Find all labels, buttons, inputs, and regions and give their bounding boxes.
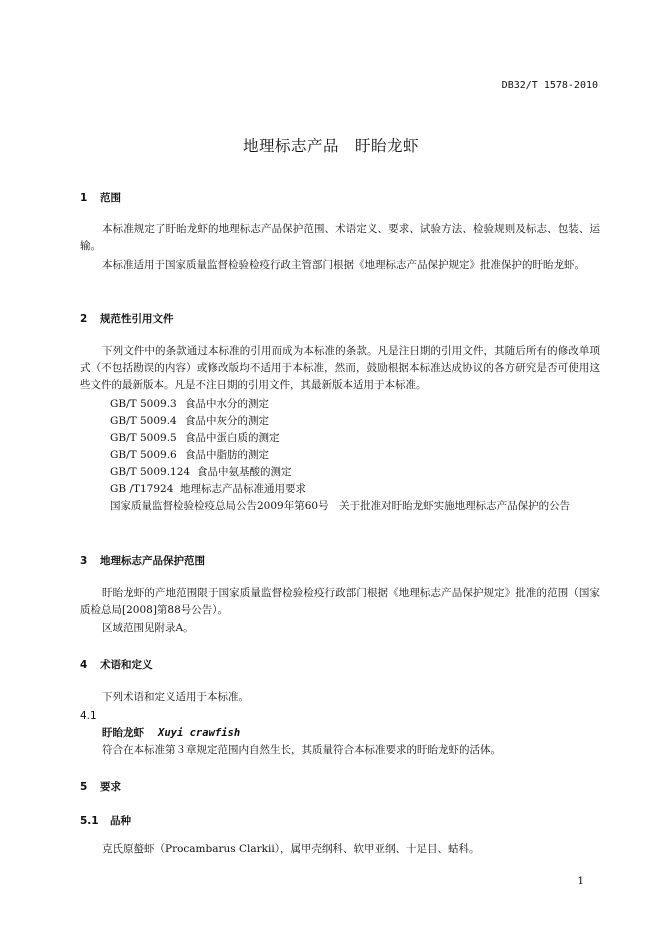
section-2-title: 规范性引用文件 (100, 313, 174, 325)
reference-item (110, 430, 280, 445)
reference-code: GB /T17924 (110, 483, 174, 495)
reference-code: GB/T 5009.4 (110, 415, 177, 427)
section-3-paragraph-2: 区域范围见附录A。 (102, 622, 194, 634)
reference-code: GB/T 5009.3 (110, 398, 177, 410)
section-5-number: 5 (80, 781, 88, 793)
section-3-title: 地理标志产品保护范围 (100, 555, 205, 567)
section-4-paragraph-1: 下列术语和定义适用于本标准。 (102, 691, 249, 703)
reference-title: 食品中脂肪的测定 (185, 449, 269, 461)
reference-item (110, 481, 306, 496)
section-2-heading (80, 311, 174, 326)
standard-code: DB32/T 1578-2010 (501, 80, 598, 91)
reference-item (110, 464, 292, 479)
document-title: 地理标志产品 盱眙龙虾 (242, 137, 419, 155)
subsection-4-1-number: 4.1 (80, 710, 97, 722)
section-3-heading (80, 553, 205, 568)
reference-code: GB/T 5009.6 (110, 449, 177, 461)
term-chinese: 盱眙龙虾 (102, 727, 144, 739)
announcement-reference: 国家质量监督检验检疫总局公告2009年第60号 关于批准对盱眙龙虾实施地理标志产品保护的公告 (110, 500, 571, 512)
section-1-number: 1 (80, 192, 88, 204)
section-1-heading (80, 190, 121, 205)
subsection-5-1-number: 5.1 (80, 815, 99, 827)
reference-title: 食品中灰分的测定 (185, 415, 269, 427)
reference-item (110, 413, 269, 428)
section-2-paragraph-1: 下列文件中的条款通过本标准的引用而成为本标准的条款。凡是注日期的引用文件，其随后所有的修改单项式（不包括勘误的内容）或修改版均不适用于本标准，然而，鼓励根据本标准达成协议的各方研究是否可使用这些文件的最新版本。凡是不注日期的引用文件，其最新版本适用于本标准。 (80, 345, 600, 391)
subsection-5-1-heading (80, 813, 131, 828)
section-5-title: 要求 (100, 781, 121, 793)
reference-title: 食品中水分的测定 (185, 398, 269, 410)
section-3-number: 3 (80, 555, 88, 567)
subsection-5-1-title: 品种 (110, 815, 131, 827)
section-2-number: 2 (80, 313, 88, 325)
section-5-1-paragraph: 克氏原螯虾（Procambarus Clarkii），属甲壳纲科、软甲亚纲、十足目、蛄科。 (102, 843, 480, 855)
section-1-paragraph-2: 本标准适用于国家质量监督检验检疫行政主管部门根据《地理标志产品保护规定》批准保护的盱眙龙虾。 (102, 259, 585, 271)
reference-item (110, 396, 269, 411)
page-number: 1 (577, 875, 584, 887)
term-entry (102, 725, 240, 742)
section-4-number: 4 (80, 659, 88, 671)
section-4-title: 术语和定义 (100, 659, 153, 671)
reference-code: GB/T 5009.5 (110, 432, 177, 444)
reference-title: 食品中氨基酸的测定 (197, 466, 292, 478)
reference-title: 地理标志产品标准通用要求 (180, 483, 306, 495)
section-5-heading (80, 779, 121, 794)
section-1-title: 范围 (100, 192, 121, 204)
term-definition: 符合在本标准第３章规定范围内自然生长，其质量符合本标准要求的盱眙龙虾的活体。 (102, 744, 501, 756)
reference-item (110, 447, 269, 462)
section-4-heading (80, 657, 153, 672)
reference-code: GB/T 5009.124 (110, 466, 191, 478)
reference-title: 食品中蛋白质的测定 (185, 432, 280, 444)
section-3-paragraph-1: 盱眙龙虾的产地范围限于国家质量监督检验检疫行政部门根据《地理标志产品保护规定》批准的范围（国家质检总局[2008]第88号公告）。 (80, 587, 600, 616)
term-english: Xuyi crawfish (158, 727, 241, 739)
section-1-paragraph-1: 本标准规定了盱眙龙虾的地理标志产品保护范围、术语定义、要求、试验方法、检验规则及标志、包装、运输。 (80, 223, 600, 252)
